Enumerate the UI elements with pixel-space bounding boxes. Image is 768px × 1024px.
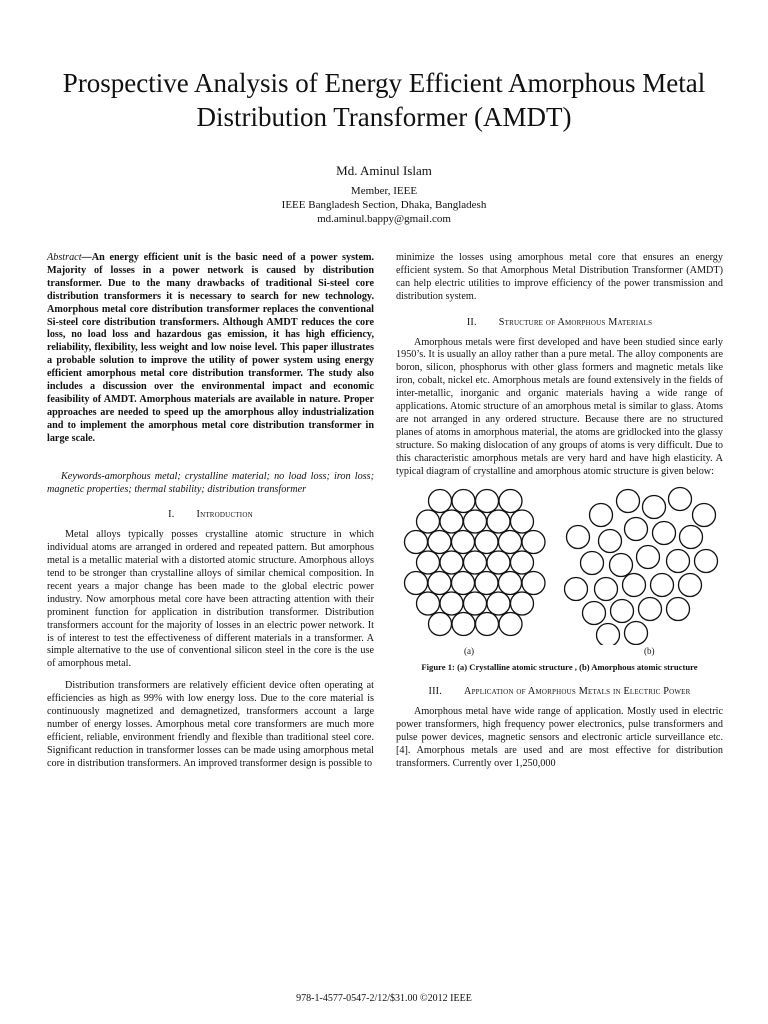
crystalline-atom [522,530,545,553]
section-title: Application of Amorphous Metals in Electric Power [464,686,691,698]
crystalline-atom [487,592,510,615]
intro-paragraph-1: Metal alloys typically posses crystalline atomic structure in which individual atoms are arranged in ordered and repeated pattern. But amorphous metal is a metallic material with a distorted atomic structure. Amorphous alloys tend to be stronger than crystalline alloys of similar chemical composition. In recent years a major change has been made to the global electric power industry. Now amorphous metal core have been attracting attention with their prominent function for application in distribution transformer. Distribution transformers account for the majority of losses in an electric power network. It is of interest to test the effectiveness of different materials in a transformer. A simple alternative to the use of conventional silicon steel in the core is the use of amorphous metal. [47,529,374,670]
crystalline-atom [475,530,498,553]
amorphous-atom [653,521,676,544]
amorphous-atom [611,599,634,622]
crystalline-atom [511,510,534,533]
section-number: III. [428,686,443,698]
crystalline-atom [417,510,440,533]
page-footer-copyright: 978-1-4577-0547-2/12/$31.00 ©2012 IEEE [296,993,472,1004]
amorphous-atom [590,503,613,526]
crystalline-atom [429,612,452,635]
application-paragraph-1: Amorphous metal have wide range of application. Mostly used in electric power transformers, high frequency power electronics, pulse transformers and pulse power devices, magnetic sensors and electronic article surveillance etc. [4]. Amorphous metals are used and are most effective for distribution transformers. Currently over 1,250,000 [396,706,723,769]
atomic-structure-diagram [396,485,723,645]
amorphous-atom [669,487,692,510]
amorphous-atom [565,577,588,600]
crystalline-atom [452,489,475,512]
paper-title: Prospective Analysis of Energy Efficient Amorphous Metal Distribution Transformer (AMDT) [62,68,706,132]
crystalline-atom [487,510,510,533]
section-title: Introduction [196,509,253,521]
crystalline-atom [417,551,440,574]
crystalline-atom [452,530,475,553]
crystalline-atom [429,489,452,512]
crystalline-atom [522,571,545,594]
crystalline-atom [476,489,499,512]
crystalline-atom [476,612,499,635]
amorphous-atom [637,545,660,568]
crystalline-atom [428,571,451,594]
figure-caption: Figure 1: (a) Crystalline atomic structure , (b) Amorphous atomic structure [421,661,698,672]
author-name: Md. Aminul Islam [336,163,432,178]
amorphous-atom [667,597,690,620]
crystalline-atom [405,530,428,553]
amorphous-atom [623,573,646,596]
amorphous-atom [597,623,620,645]
amorphous-atom [693,503,716,526]
figure-label-a: (a) [464,645,474,656]
author-affiliation-block [0,184,768,226]
author-affiliation: IEEE Bangladesh Section, Dhaka, Bangladesh [281,199,487,211]
amorphous-atom [617,489,640,512]
section-title: Structure of Amorphous Materials [498,316,653,328]
crystalline-atom [464,551,487,574]
crystalline-atom [440,551,463,574]
amorphous-atom [625,621,648,644]
amorphous-atom [595,577,618,600]
abstract-lead: Abstract [47,252,82,263]
crystalline-atom [487,551,510,574]
crystalline-atom [417,592,440,615]
section-heading-application [396,686,723,699]
amorphous-atom [680,525,703,548]
crystalline-atom [499,489,522,512]
crystalline-atom [452,571,475,594]
author-email: md.aminul.bappy@gmail.com [317,213,451,225]
section-heading-introduction [47,509,374,522]
figure-label-b: (b) [644,645,655,656]
figure-atomic-structure [396,485,723,659]
amorphous-atom [599,529,622,552]
crystalline-atom [499,530,522,553]
section-heading-structure [396,317,723,330]
crystalline-atom [428,530,451,553]
crystalline-atom [440,510,463,533]
section-number: II. [466,316,477,328]
amorphous-atom [639,597,662,620]
amorphous-atom [651,573,674,596]
crystalline-atom [511,592,534,615]
amorphous-atom [625,517,648,540]
crystalline-atom [475,571,498,594]
abstract [47,252,374,446]
amorphous-atom [695,549,718,572]
amorphous-atom [643,495,666,518]
keywords: Keywords-amorphous metal; crystalline material; no load loss; iron loss; magnetic properties; thermal stability; distribution transformer [47,470,374,495]
crystalline-atom [511,551,534,574]
author-role: Member, IEEE [350,185,418,197]
amorphous-atom [581,551,604,574]
structure-paragraph-1: Amorphous metals were first developed and have been studied since early 1950’s. It is usually an alloy rather than a pure metal. The alloy components are boron, silicon, phosphorus with other glass formers and magnetic metals like iron, cobalt, nickel etc. Amorphous metals are found extensively in the fields of inter-metallic, inorganic and organic materials having a wide range of applications. Atomic structure of an amorphous metal is similar to glass. Atoms are not arranged in any ordered structure. Because there are no structured planes of atoms in amorphous material, the atoms are gridlocked into the glassy structure. So making dislocation of any groups of atoms is very difficult. Due to this characteristic amorphous metals are very hard and have high elasticity. A typical diagram of crystalline and amorphous atomic structure is given below: [396,336,723,477]
crystalline-atom [440,592,463,615]
amorphous-atom [583,601,606,624]
amorphous-atom [610,553,633,576]
amorphous-atom [567,525,590,548]
abstract-body: —An energy efficient unit is the basic need of a power system. Majority of losses in a power network is caused by distribution transformer. Due to the many drawbacks of traditional Si-steel core distribution transformers it is necessary to search for new technology. Amorphous metal core distribution transformer replaces the conventional Si-steel core distribution transformers. Although AMDT reduces the core loss, no load loss and hazardous gas emission, it has high efficiency, reliability, flexibility, less weight and low noise level. This paper illustrates a probable solution to improve the utility of power system using energy efficient amorphous metal core distribution transformer. The study also includes a discussion over the environmental impact and economic feasibility of AMDT. Amorphous materials are available in nature. Proper approaches are needed to speed up the amorphous alloy industrialization and to implement the amorphous metal core distribution transformer in large scale. [47,252,374,444]
right-column [396,252,723,771]
crystalline-atom [499,571,522,594]
amorphous-atom [679,573,702,596]
crystalline-atom [464,592,487,615]
crystalline-atom [464,510,487,533]
amorphous-atom [667,549,690,572]
crystalline-atom [499,612,522,635]
section-number: I. [168,509,175,521]
intro-paragraph-continued: minimize the losses using amorphous metal core that ensures an energy efficient system. So that Amorphous Metal Distribution Transformer (AMDT) can help electric utilities to improve efficiency of the power transmission and distribution system. [396,252,723,302]
intro-paragraph-2: Distribution transformers are relatively efficient device often operating at efficiencies as high as 99% with low energy loss. Due to the core material is continuously magnetized and demagnetized, transformers account a large number of energy losses. Amorphous metal core transformers are much more efficient, reliable, environment friendly and flexible than traditional steel core. Significant reduction in transformer losses can be made using amorphous metal core in distribution transformers. An improved transformer design is possible to [47,680,374,769]
crystalline-atom [405,571,428,594]
crystalline-atom [452,612,475,635]
left-column [47,252,374,771]
